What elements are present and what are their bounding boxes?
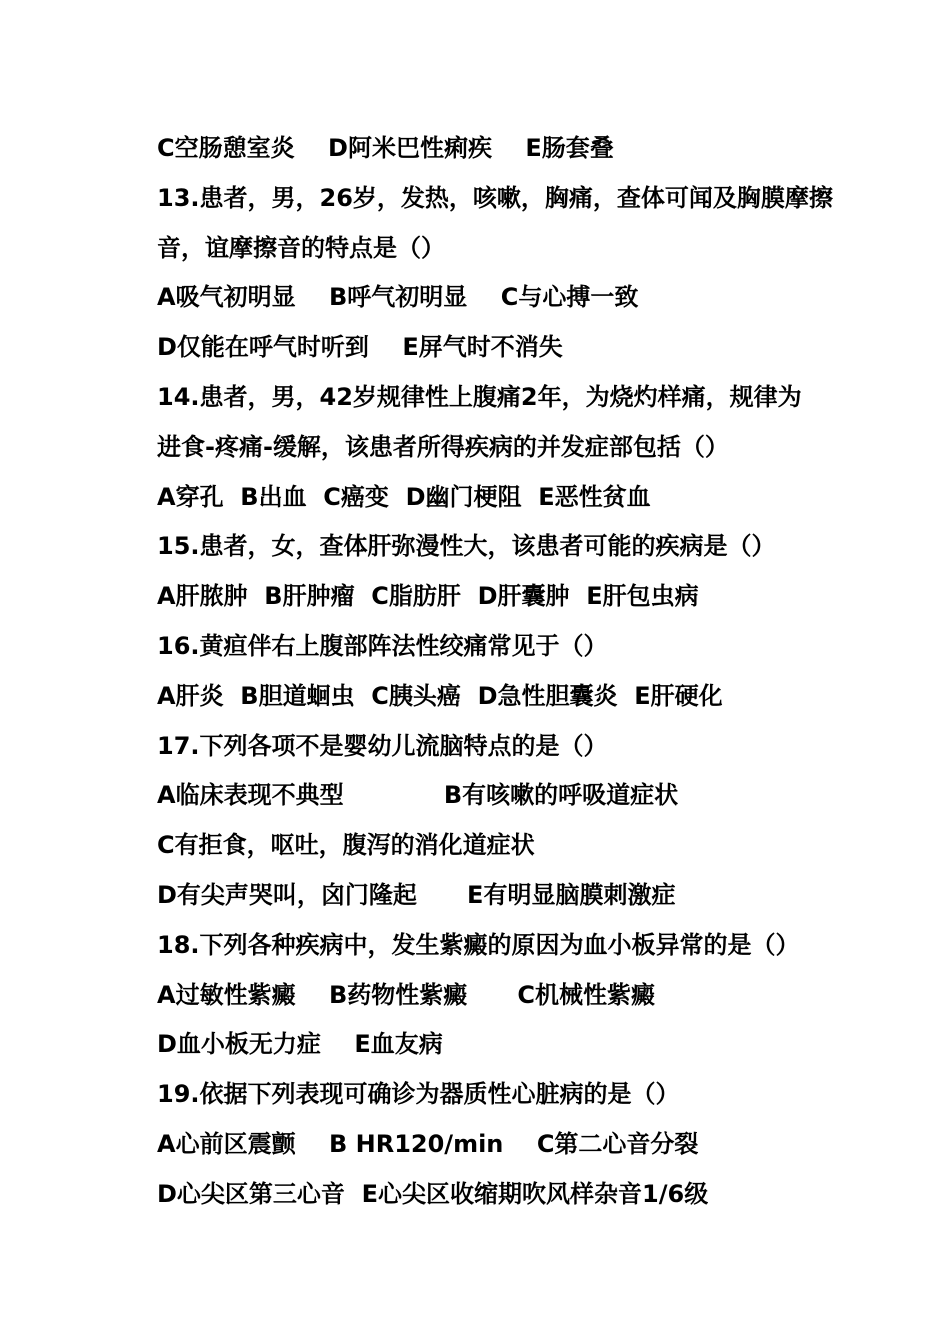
text-line: 13.患者，男，26岁，发热，咳嗽，胸痛，查体可闻及胸膜摩擦: [157, 183, 833, 212]
text-line: D仅能在呼气时听到 E屏气时不消失: [157, 333, 563, 362]
text-line: D有尖声哭叫，囟门隆起 E有明显脑膜刺激症: [157, 880, 676, 909]
text-line: 音，谊摩擦音的特点是（）: [157, 233, 445, 262]
text-line: 16.黄疸伴右上腹部阵法性绞痛常见于（）: [157, 631, 608, 660]
text-line: A肝脓肿 B肝肿瘤 C脂肪肝 D肝囊肿 E肝包虫病: [157, 582, 699, 611]
text-line: C空肠憩室炎 D阿米巴性痢疾 E肠套叠: [157, 134, 614, 162]
text-line: 15.患者，女，查体肝弥漫性大，该患者可能的疾病是（）: [157, 532, 776, 561]
text-line: 19.依据下列表现可确诊为器质性心脏病的是（）: [157, 1080, 680, 1109]
text-line: A吸气初明显 B呼气初明显 C与心搏一致: [157, 283, 639, 312]
text-line: A肝炎 B胆道蛔虫 C胰头癌 D急性胆囊炎 E肝硬化: [157, 681, 723, 710]
text-line: C有拒食，呕吐，腹泻的消化道症状: [157, 831, 535, 860]
text-line: A穿孔 B出血 C癌变 D幽门梗阻 E恶性贫血: [157, 482, 651, 511]
text-line: A心前区震颤 B HR120/min C第二心音分裂: [157, 1129, 699, 1158]
text-line: A过敏性紫癜 B药物性紫癜 C机械性紫癜: [157, 980, 656, 1009]
exam-questions-text: [157, 124, 847, 1220]
text-line: A临床表现不典型 B有咳嗽的呼吸道症状: [157, 781, 679, 810]
text-line: 17.下列各项不是婴幼儿流脑特点的是（）: [157, 731, 608, 760]
text-line: 18.下列各种疾病中，发生紫癜的原因为血小板异常的是（）: [157, 930, 800, 959]
text-line: D血小板无力症 E血友病: [157, 1030, 443, 1059]
text-line: 14.患者，男，42岁规律性上腹痛2年，为烧灼样痛，规律为: [157, 382, 802, 411]
text-line: D心尖区第三心音 E心尖区收缩期吹风样杂音1/6级: [157, 1179, 709, 1208]
text-line: 进食-疼痛-缓解，该患者所得疾病的并发症部包括（）: [157, 432, 729, 461]
